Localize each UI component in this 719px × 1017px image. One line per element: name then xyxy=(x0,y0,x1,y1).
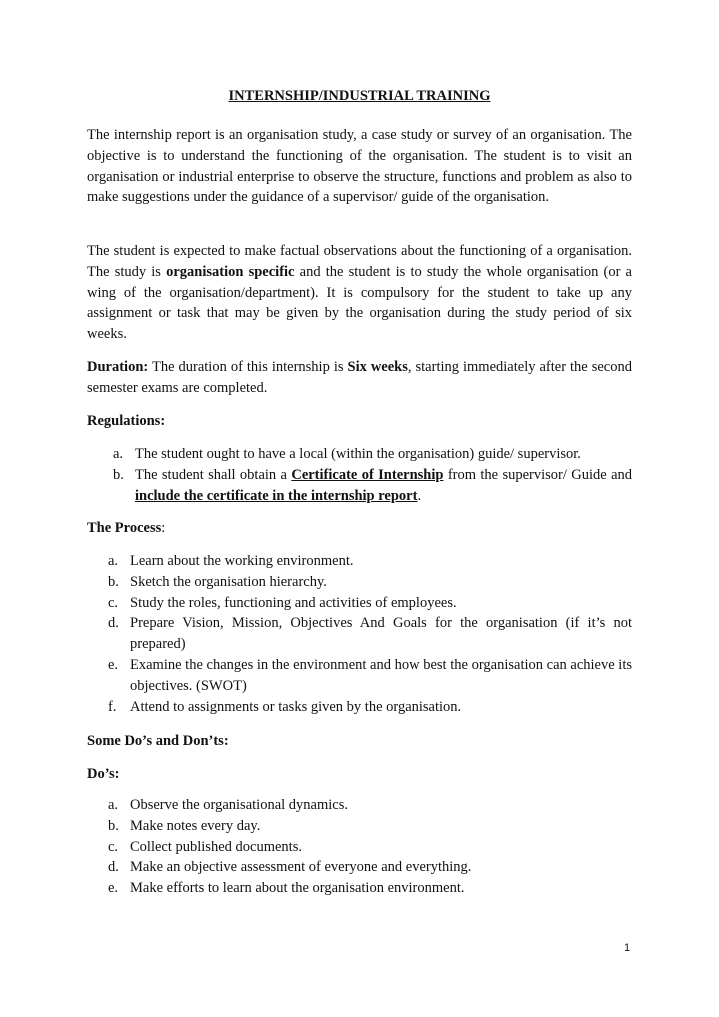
list-item-text: Study the roles, functioning and activities of employees. xyxy=(130,594,457,611)
list-item xyxy=(87,795,632,816)
list-item-text: Learn about the working environment. xyxy=(130,553,354,569)
list-item xyxy=(87,572,632,593)
list-item-text: Make notes every day. xyxy=(130,817,261,834)
list-marker: c. xyxy=(108,594,119,611)
list-item xyxy=(87,551,632,572)
reg-b-text-3: . xyxy=(417,487,422,504)
regulations-heading: Regulations: xyxy=(87,413,166,429)
list-marker: c. xyxy=(108,838,119,855)
regulations-list xyxy=(87,444,632,506)
list-item xyxy=(87,878,632,899)
list-marker: a. xyxy=(113,446,124,462)
list-item xyxy=(87,837,632,858)
list-item xyxy=(87,465,632,507)
para2-bold: organisation specific xyxy=(166,263,295,280)
list-item xyxy=(87,444,632,465)
para2-text-2: and the student is to study the whole organisation (or a wing of the organisation/department). It is compulsory for the student to take up any assignment or task that may be given by the organisation during the study period of six weeks. xyxy=(87,263,632,343)
list-item-text: The student ought to have a local (within the organisation) guide/ supervisor. xyxy=(135,446,581,462)
duration-bold: Six weeks xyxy=(347,359,408,375)
page-number: 1 xyxy=(624,942,631,954)
list-item xyxy=(87,613,632,655)
list-item-text xyxy=(135,467,632,504)
list-marker: f. xyxy=(108,698,117,715)
list-item-text: Make efforts to learn about the organisation environment. xyxy=(130,880,465,897)
list-marker: b. xyxy=(108,817,119,834)
reg-b-text-2: from the supervisor/ Guide and xyxy=(443,466,633,483)
list-item-text: Attend to assignments or tasks given by the organisation. xyxy=(130,698,462,715)
process-heading-colon: : xyxy=(161,520,166,536)
list-marker: b. xyxy=(108,573,119,590)
list-item-text: Observe the organisational dynamics. xyxy=(130,797,348,813)
list-item xyxy=(87,857,632,878)
process-heading xyxy=(87,518,632,539)
reg-b-text-1: The student shall obtain a xyxy=(135,466,292,483)
list-marker: e. xyxy=(108,656,119,673)
list-item-text: Collect published documents. xyxy=(130,838,302,855)
dos-heading: Do’s: xyxy=(87,766,120,782)
list-marker: d. xyxy=(108,615,119,632)
list-marker: a. xyxy=(108,553,119,569)
dos-donts-heading: Some Do’s and Don’ts: xyxy=(87,733,229,749)
list-item-text: Sketch the organisation hierarchy. xyxy=(130,573,327,590)
process-list xyxy=(87,551,632,717)
list-item xyxy=(87,593,632,614)
list-item xyxy=(87,655,632,697)
process-heading-label: The Process xyxy=(87,520,162,536)
include-certificate-text: include the certificate in the internship report xyxy=(135,487,418,504)
list-marker: b. xyxy=(113,466,124,483)
list-item xyxy=(87,816,632,837)
list-marker: e. xyxy=(108,880,119,897)
list-item-text: Examine the changes in the environment and how best the organisation can achieve its objectives. (SWOT) xyxy=(130,656,632,694)
expectations-paragraph xyxy=(87,241,632,345)
intro-paragraph: The internship report is an organisation study, a case study or survey of an organisation. The objective is to understand the functioning of the organisation. The student is to visit an organisation or industrial enterprise to observe the structure, functions and problem as also to make suggestions under the guidance of a supervisor/ guide of the organisation. xyxy=(87,127,632,206)
duration-text-2: , starting immediately after the second semester exams are completed. xyxy=(87,359,632,396)
list-item xyxy=(87,697,632,718)
document-title: INTERNSHIP/INDUSTRIAL TRAINING xyxy=(228,88,491,104)
list-marker: d. xyxy=(108,859,119,876)
certificate-of-internship: Certificate of Internship xyxy=(291,466,444,483)
duration-label: Duration: xyxy=(87,359,149,375)
dos-list xyxy=(87,795,632,899)
list-item-text: Prepare Vision, Mission, Objectives And Goals for the organisation (if it’s not prepared) xyxy=(130,615,632,653)
duration-text-1: The duration of this internship is xyxy=(148,359,348,375)
duration-paragraph xyxy=(87,357,632,399)
list-marker: a. xyxy=(108,797,119,813)
para2-text-1: The student is expected to make factual observations about the functioning of a organisation. The study is xyxy=(87,243,632,280)
list-item-text: Make an objective assessment of everyone and everything. xyxy=(130,859,472,876)
